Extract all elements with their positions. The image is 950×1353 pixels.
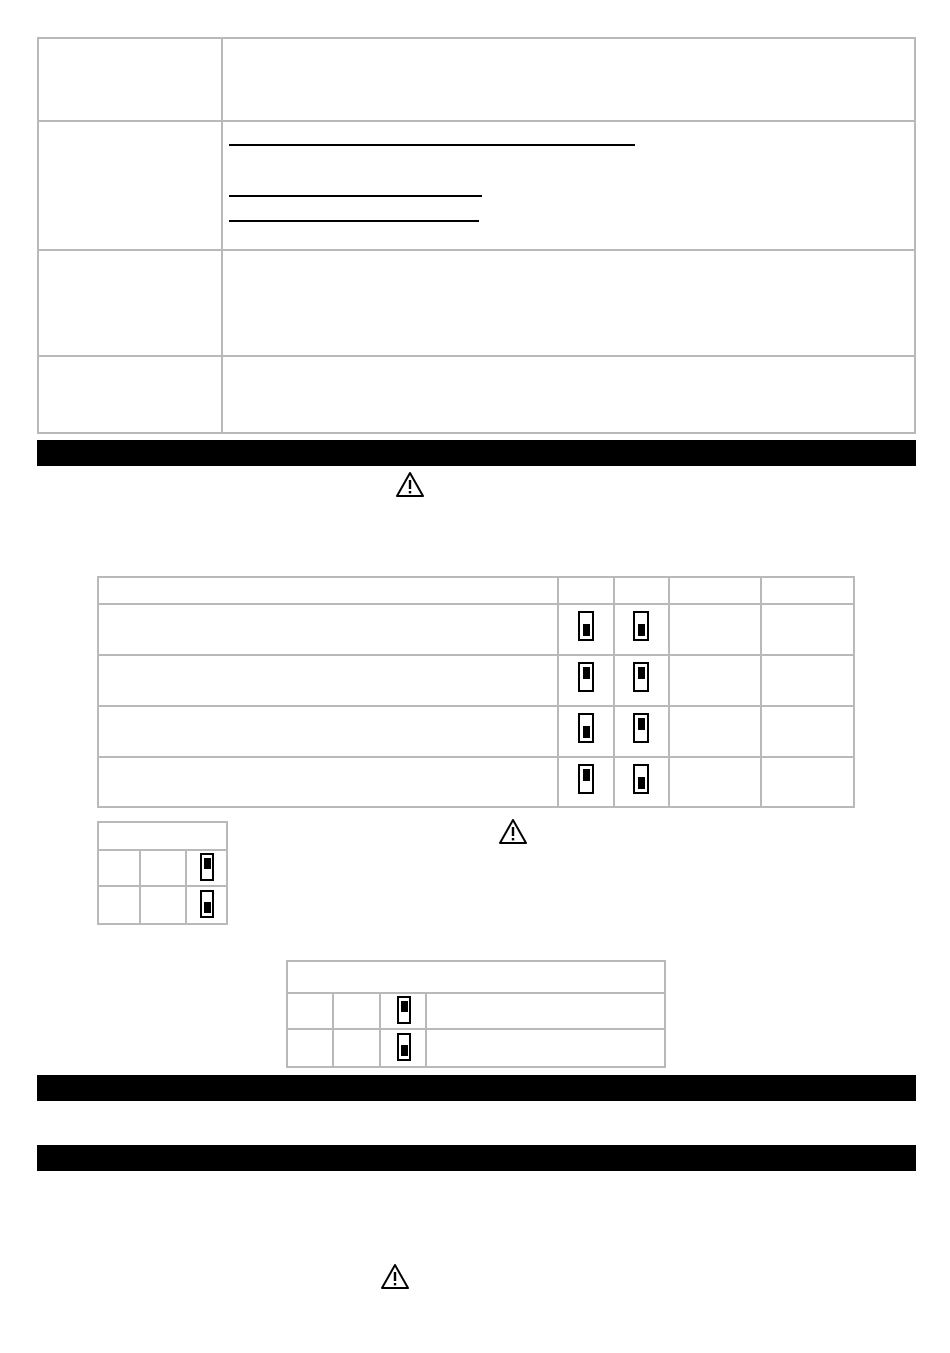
small-table-column-divider [139,849,141,925]
dip-table-column-divider [760,576,762,808]
small-table-row-divider [97,885,228,887]
dip-switch-1 [578,713,594,743]
underline [229,144,635,146]
mid-table-column-divider [332,992,334,1068]
dip-switch-2 [633,764,649,794]
dip-switch-2 [633,662,649,692]
top-table-row-divider [37,355,916,357]
top-table-row-divider [37,249,916,251]
dip-table-column-divider [613,576,615,808]
dip-switch-1 [578,662,594,692]
dip-table-row-divider [97,654,855,656]
top-info-table [37,37,916,434]
top-table-row-divider [37,120,916,122]
dip-table-row-divider [97,603,855,605]
warning-icon [395,471,425,498]
dip-table-row-divider [97,705,855,707]
dip-switch [200,853,214,881]
warning-icon [498,818,528,845]
dip-table-column-divider [557,576,559,808]
dip-switch [397,1033,411,1061]
mid-table-row-divider [286,1028,666,1030]
mid-dip-table [286,960,666,1068]
small-table-row-divider [97,849,228,851]
dip-switch [397,996,411,1024]
dip-switch-table [97,576,855,808]
underline [229,220,479,222]
mid-table-column-divider [425,992,427,1068]
small-table-column-divider [185,849,187,925]
dip-switch-1 [578,611,594,641]
section-header-bar [37,1075,916,1101]
dip-switch-2 [633,611,649,641]
warning-icon [380,1263,410,1290]
dip-table-column-divider [668,576,670,808]
top-table-column-divider [221,37,223,434]
dip-switch-2 [633,713,649,743]
dip-switch [200,890,214,918]
mid-table-column-divider [379,992,381,1068]
section-header-bar [37,440,916,466]
underline [229,195,482,197]
section-header-bar [37,1145,916,1171]
mid-table-row-divider [286,992,666,994]
dip-switch-1 [578,764,594,794]
dip-table-row-divider [97,756,855,758]
